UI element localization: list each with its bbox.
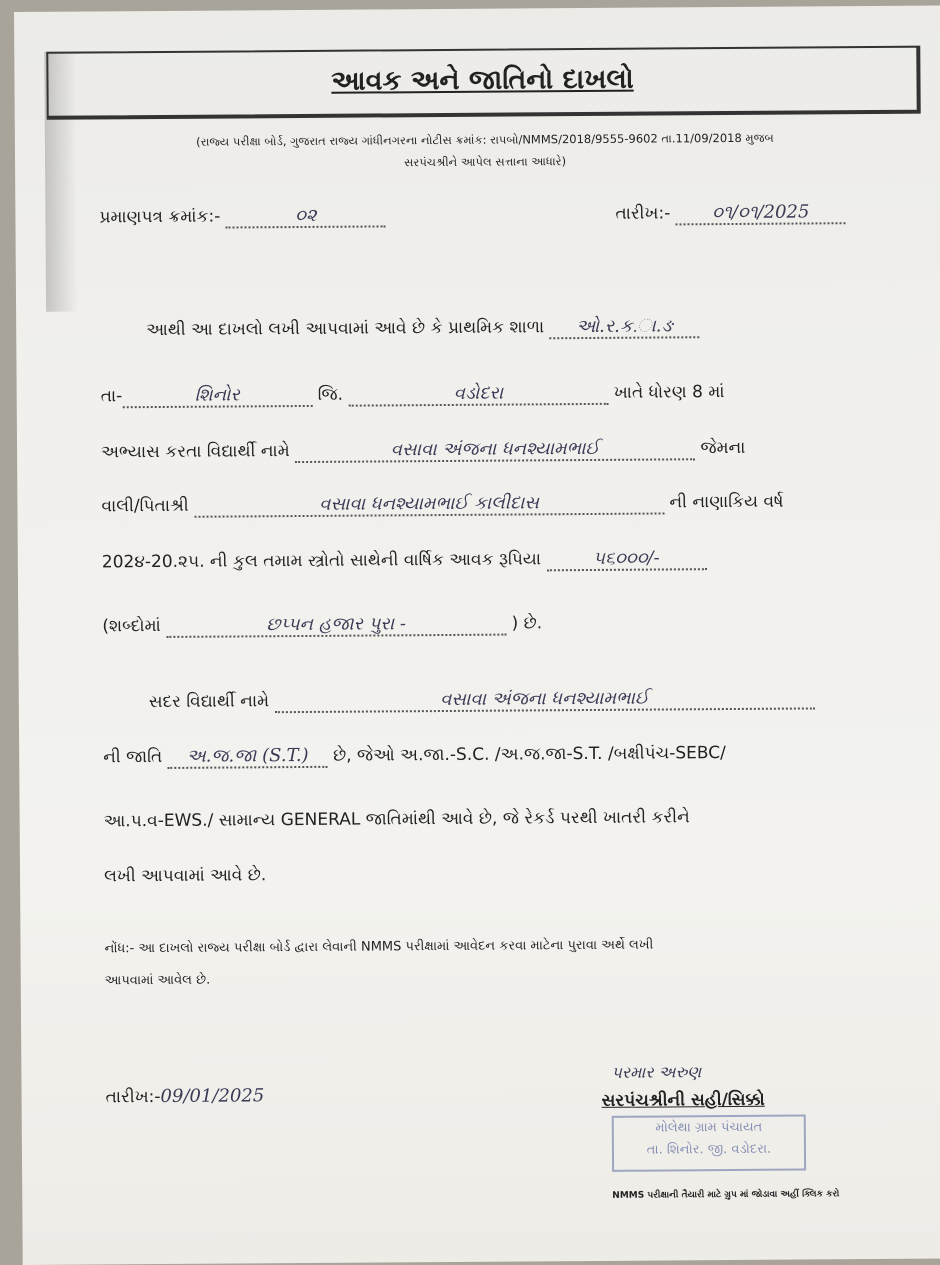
note-line1: નોંધ:- આ દાખલો રાજ્ય પરીક્ષા બોર્ડ દ્વારા લેવાની NMMS પરીક્ષામાં આવેદન કરવા માટેના પુરાવા અર્થે લખી (104, 937, 654, 957)
income-words: છપ્પન હજાર પુરા - (166, 613, 506, 638)
income-text: ની કુલ તમામ સ્ત્રોતો સાથેની વાર્ષિક આવક રૂપિયા (209, 549, 542, 572)
certificate-date-value: ૦૧/૦૧/2025 (676, 201, 846, 225)
whose-text: જેમના (700, 437, 746, 459)
caste-line4: લખી આપવામાં આવે છે. (103, 865, 267, 887)
stamp-line1: મોલેથા ગ્રામ પંચાયત (655, 1119, 763, 1136)
stamp-line2: તા. શિનોર. જી. વડોદરા. (646, 1141, 772, 1158)
group-join-link[interactable]: NMMS પરીક્ષાની તૈયારી માટે ગ્રુપ માં જોડાવા અહીં ક્લિક કરો (612, 1189, 840, 1201)
income-amount: ૫૬૦૦૦/- (546, 547, 706, 571)
words-label: (શબ્દોમાં (102, 615, 161, 637)
certificate-paper (14, 6, 940, 1265)
district-value: વડોદરા (348, 382, 608, 407)
class-text: ખાતે ધોરણ 8 માં (613, 382, 725, 403)
taluka-row (101, 381, 725, 408)
certificate-date-row (615, 201, 845, 226)
subtitle-line2: સરપંચશ્રીને આપેલ સત્તાના આધારે) (404, 154, 567, 170)
parent-row (101, 491, 783, 519)
title-box (46, 46, 920, 120)
caste-prefix: સદર વિદ્યાર્થી નામે (148, 691, 270, 713)
signature-label: સરપંચશ્રીની સહી/સિક્કો (601, 1089, 765, 1111)
note-line2: આપવામાં આવેલ છે. (104, 972, 211, 989)
student-name: વસાવા અંજના ધનશ્યામભાઈ (295, 437, 695, 463)
certificate-date-label: તારીખ:- (615, 203, 671, 224)
certificate-number-row (99, 204, 386, 229)
footer-date-label: તારીખ:- (105, 1087, 161, 1108)
caste-label: ની જાતિ (103, 746, 163, 768)
caste-row (103, 742, 726, 769)
certificate-number-label: પ્રમાણપત્ર ક્રમાંક:- (99, 206, 221, 228)
signer-name: પરમાર અરુણ (611, 1062, 702, 1082)
panchayat-stamp (612, 1114, 806, 1171)
student-row (101, 437, 745, 464)
intro-text: આથી આ દાખલો લખી આપવામાં આવે છે કે પ્રાથમિક શાળા (146, 317, 545, 341)
financial-year-text: ની નાણાકિય વર્ષ (669, 491, 784, 513)
caste-options: છે, જેઓ અ.જા.-S.C. /અ.જ.જા-S.T. /બક્ષીપંચ-SEBC/ (333, 743, 726, 766)
footer-date-value: 09/01/2025 (160, 1085, 265, 1108)
income-row: 202૪-20.૨૫. ની કુલ તમામ સ્ત્રોતો સાથેની વાર્ષિક આવક રૂપિયા ૫૬૦૦૦/- (102, 547, 707, 574)
year-from: 202૪ (101, 552, 145, 573)
taluka-label: તા- (100, 386, 123, 407)
income-words-row (102, 612, 542, 638)
school-name: ઓ.ર.ક.ા.ઙ (549, 315, 699, 339)
footer-date-row (106, 1085, 265, 1107)
parent-label: વાલી/પિતાશ્રી (101, 495, 189, 517)
taluka-value: શિનોર (122, 384, 312, 408)
year-to: 20.૨૫. (150, 551, 205, 573)
district-label: જિ. (317, 384, 344, 405)
document-title: આવક અને જાતિનો દાખલો (331, 63, 634, 97)
caste-student-row (149, 686, 815, 714)
caste-value: અ.જ.જા (S.T.) (168, 745, 328, 769)
student-label: અભ્યાસ કરતા વિદ્યાર્થી નામે (101, 441, 290, 463)
caste-line3: આ.પ.વ-EWS./ સામાન્ય GENERAL જાતિમાંથી આવે છે, જે રેકર્ડ પરથી ખાતરી કરીને (103, 807, 690, 832)
certificate-number-value: ૦૨ (226, 204, 386, 228)
parent-name: વસાવા ધનશ્યામભાઈ કાલીદાસ (194, 491, 664, 517)
subtitle-line1: (રાજ્ય પરીક્ષા બોર્ડ, ગુજરાત રાજ્ય ગાંધીનગરના નોટીસ ક્રમાંક: રાપબો/NMMS/2018/9555-9602 તા.11/09/2018 મુજબ (196, 130, 774, 149)
words-end: ) છે. (511, 613, 543, 634)
school-row (146, 315, 699, 342)
caste-student-name: વસાવા અંજના ધનશ્યામભાઈ (274, 686, 814, 713)
